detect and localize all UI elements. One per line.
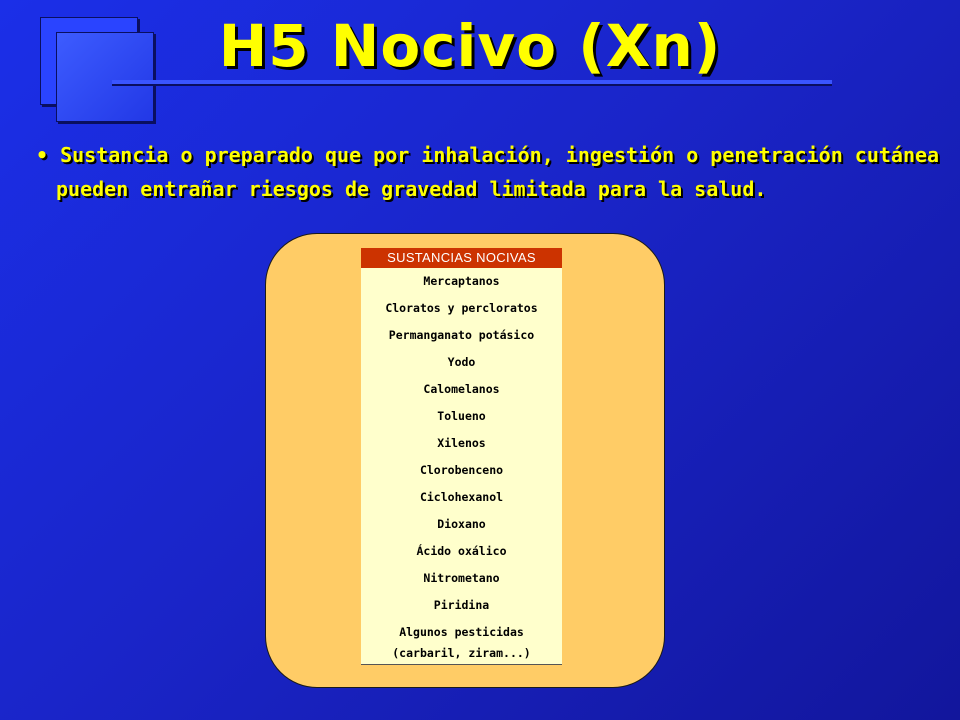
table-row: Tolueno xyxy=(437,409,486,423)
table-cell: Algunos pesticidas xyxy=(399,625,524,639)
table-row: Cloratos y percloratos xyxy=(385,301,538,315)
bullet-text: • Sustancia o preparado que por inhalación, ingestión o penetración cutánea pueden entrañar riesgos de gravedad limitada para la salud. xyxy=(36,143,940,201)
table-row: Piridina xyxy=(433,598,490,612)
table-header: SUSTANCIAS NOCIVAS xyxy=(361,248,562,268)
decorative-square-front xyxy=(56,32,154,122)
table-row: Permanganato potásico xyxy=(388,328,535,342)
table-row: Dioxano xyxy=(437,517,486,531)
table-row: Nitrometano xyxy=(423,571,500,585)
table-row: Mercaptanos xyxy=(423,274,500,288)
table-row: Ciclohexanol xyxy=(419,490,504,504)
table-row: Ácido oxálico xyxy=(416,544,507,558)
table-row: Xilenos xyxy=(437,436,486,450)
substances-table xyxy=(361,248,562,665)
table-row: Clorobenceno xyxy=(419,463,504,477)
slide-title: H5 Nocivo (Xn) xyxy=(218,12,722,80)
table-row: Yodo xyxy=(447,355,476,369)
table-row: Calomelanos xyxy=(423,382,500,396)
table-row xyxy=(361,619,562,667)
table-cell: (carbaril, ziram...) xyxy=(392,646,531,660)
title-underline xyxy=(112,80,832,86)
